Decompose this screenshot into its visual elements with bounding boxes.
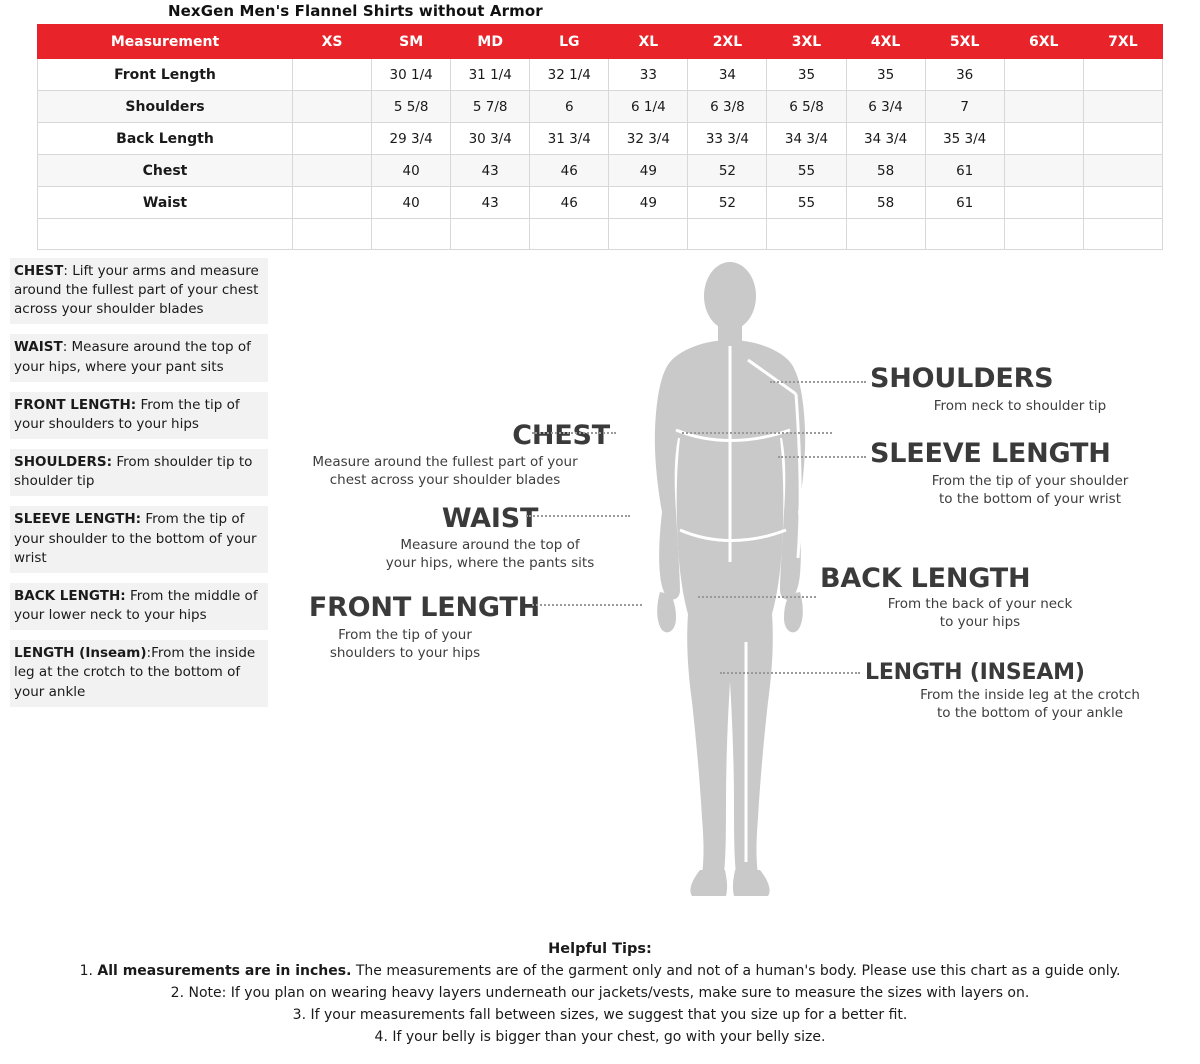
callout-back-length-title: BACK LENGTH	[820, 563, 1031, 594]
table-body	[38, 59, 1163, 250]
cell	[1083, 155, 1162, 187]
cell: 6	[530, 91, 609, 123]
column-header-5xl: 5XL	[925, 25, 1004, 59]
cell: 43	[451, 187, 530, 219]
cell	[1083, 187, 1162, 219]
cell	[293, 59, 372, 91]
callout-waist-desc-2: your hips, where the pants sits	[385, 554, 595, 571]
tip-text: If your measurements fall between sizes, we suggest that you size up for a better fit.	[310, 1006, 908, 1023]
tip-number: 2.	[170, 985, 189, 1002]
cell: 6 5/8	[767, 91, 846, 123]
leader-line-chest	[532, 432, 616, 434]
definition-separator: :	[62, 339, 72, 356]
column-header-sm: SM	[372, 25, 451, 59]
cell: 36	[925, 59, 1004, 91]
callout-length-inseam-desc-1: From the inside leg at the crotch	[920, 687, 1140, 703]
cell: 31 3/4	[530, 123, 609, 155]
definition-term: BACK LENGTH:	[14, 587, 126, 604]
definition-separator: :	[146, 645, 152, 662]
definition-back-length	[10, 583, 268, 630]
tip-text: Note: If you plan on wearing heavy layers underneath our jackets/vests, make sure to measure the sizes with layers on.	[188, 985, 1030, 1002]
callout-chest-title: CHEST	[512, 420, 610, 451]
cell: 6 3/8	[688, 91, 767, 123]
cell	[1004, 155, 1083, 187]
tip-number: 3.	[292, 1006, 311, 1023]
tip-item	[0, 983, 1200, 1005]
column-header-3xl: 3XL	[767, 25, 846, 59]
column-header-lg: LG	[530, 25, 609, 59]
cell: 32 1/4	[530, 59, 609, 91]
cell: 34	[688, 59, 767, 91]
row-label: Shoulders	[38, 91, 293, 123]
definition-term: FRONT LENGTH:	[14, 396, 137, 413]
cell: 55	[767, 155, 846, 187]
cell	[293, 155, 372, 187]
leader-line-front-length	[532, 604, 642, 606]
cell	[1004, 123, 1083, 155]
definition-term: LENGTH (Inseam)	[14, 645, 147, 662]
cell	[530, 219, 609, 250]
table-row	[38, 219, 1163, 250]
size-chart-table	[37, 24, 1163, 250]
cell: 46	[530, 155, 609, 187]
row-label: Chest	[38, 155, 293, 187]
table-row	[38, 123, 1163, 155]
leader-line-chest-2	[682, 432, 832, 434]
body-diagram	[270, 250, 1200, 940]
callout-sleeve-length	[870, 438, 1190, 509]
cell: 30 3/4	[451, 123, 530, 155]
definition-waist	[10, 334, 268, 381]
cell: 35	[846, 59, 925, 91]
cell	[925, 219, 1004, 250]
row-label: Back Length	[38, 123, 293, 155]
column-header-6xl: 6XL	[1004, 25, 1083, 59]
helpful-tips-heading: Helpful Tips:	[548, 941, 652, 957]
callout-chest	[280, 420, 610, 490]
cell	[372, 219, 451, 250]
definitions-list	[10, 258, 268, 717]
table-row	[38, 155, 1163, 187]
column-header-md: MD	[451, 25, 530, 59]
row-label: Front Length	[38, 59, 293, 91]
cell	[688, 219, 767, 250]
cell: 49	[609, 155, 688, 187]
cell: 61	[925, 187, 1004, 219]
cell: 40	[372, 187, 451, 219]
definition-text: From the tip of your shoulder to the bottom of your wrist	[14, 511, 257, 566]
cell: 55	[767, 187, 846, 219]
callout-back-length	[820, 563, 1140, 632]
callout-waist-desc-1: Measure around the top of	[400, 537, 580, 553]
table-row	[38, 91, 1163, 123]
callout-chest-desc-2: chest across your shoulder blades	[329, 471, 561, 488]
cell: 58	[846, 155, 925, 187]
cell	[767, 219, 846, 250]
definition-shoulders	[10, 449, 268, 496]
definition-term: WAIST	[14, 339, 63, 356]
column-header-xs: XS	[293, 25, 372, 59]
definition-text: From the inside leg at the crotch to the bottom of your ankle	[14, 645, 256, 700]
definition-text: Lift your arms and measure around the fullest part of your chest across your shoulder blades	[14, 263, 259, 318]
tip-number: 1.	[79, 963, 98, 980]
column-header-2xl: 2XL	[688, 25, 767, 59]
cell: 52	[688, 155, 767, 187]
page-title: NexGen Men's Flannel Shirts without Armor	[168, 2, 543, 20]
cell: 35	[767, 59, 846, 91]
table-header-row	[38, 25, 1163, 59]
callout-shoulders	[870, 363, 1170, 416]
definition-text: From the middle of your lower neck to your hips	[14, 587, 258, 624]
cell: 46	[530, 187, 609, 219]
cell	[1004, 187, 1083, 219]
callout-front-length-desc-1: From the tip of your	[338, 627, 472, 643]
tip-text: The measurements are of the garment only and not of a human's body. Please use this chart as a guide only.	[351, 963, 1121, 980]
leader-line-waist	[526, 515, 630, 517]
cell	[1004, 219, 1083, 250]
cell: 43	[451, 155, 530, 187]
definition-term: SHOULDERS:	[14, 454, 113, 471]
callout-front-length-desc-2: shoulders to your hips	[329, 644, 481, 661]
definition-text: From the tip of your shoulders to your hips	[14, 396, 240, 432]
column-header-4xl: 4XL	[846, 25, 925, 59]
table-row	[38, 59, 1163, 91]
callout-chest-desc-1: Measure around the fullest part of your	[312, 454, 578, 470]
cell	[1083, 91, 1162, 123]
tip-item	[0, 1005, 1200, 1027]
cell: 49	[609, 187, 688, 219]
cell: 32 3/4	[609, 123, 688, 155]
cell: 34 3/4	[767, 123, 846, 155]
callout-front-length	[270, 592, 540, 663]
cell: 5 5/8	[372, 91, 451, 123]
tip-item	[0, 961, 1200, 983]
cell: 35 3/4	[925, 123, 1004, 155]
helpful-tips	[0, 938, 1200, 1048]
tip-item	[0, 1027, 1200, 1049]
cell: 6 3/4	[846, 91, 925, 123]
cell	[1083, 123, 1162, 155]
row-label	[38, 219, 293, 250]
row-label: Waist	[38, 187, 293, 219]
cell: 6 1/4	[609, 91, 688, 123]
definition-term: CHEST	[14, 263, 64, 279]
tip-text: If your belly is bigger than your chest, go with your belly size.	[392, 1028, 826, 1045]
callout-length-inseam-desc-2: to the bottom of your ankle	[936, 704, 1124, 721]
callout-sleeve-length-desc-2: to the bottom of your wrist	[938, 490, 1122, 507]
leader-line-sleeve-length	[778, 456, 866, 458]
cell: 33	[609, 59, 688, 91]
definition-separator: :	[63, 263, 73, 279]
cell	[451, 219, 530, 250]
cell: 61	[925, 155, 1004, 187]
callout-sleeve-length-desc-1: From the tip of your shoulder	[931, 473, 1129, 489]
definition-text: Measure around the top of your hips, where your pant sits	[14, 339, 251, 375]
callout-shoulders-title: SHOULDERS	[870, 363, 1054, 394]
tip-number: 4.	[374, 1028, 393, 1045]
leader-line-back-length	[698, 596, 816, 598]
cell	[1004, 91, 1083, 123]
cell	[1004, 59, 1083, 91]
cell: 40	[372, 155, 451, 187]
leader-line-length-inseam	[720, 672, 860, 674]
callout-waist-title: WAIST	[441, 503, 539, 534]
cell	[293, 123, 372, 155]
cell: 31 1/4	[451, 59, 530, 91]
definition-term: SLEEVE LENGTH:	[14, 511, 142, 528]
definition-front-length	[10, 392, 268, 439]
table-row	[38, 187, 1163, 219]
callout-length-inseam	[865, 660, 1195, 723]
definition-chest	[10, 258, 268, 324]
cell	[293, 187, 372, 219]
cell	[1083, 59, 1162, 91]
column-header-7xl: 7XL	[1083, 25, 1162, 59]
cell	[293, 219, 372, 250]
cell: 30 1/4	[372, 59, 451, 91]
callout-back-length-desc-2: to your hips	[939, 613, 1021, 630]
measurement-guide-section	[0, 250, 1200, 940]
column-header-xl: XL	[609, 25, 688, 59]
definition-length-inseam	[10, 640, 268, 706]
definition-sleeve-length	[10, 506, 268, 572]
cell: 34 3/4	[846, 123, 925, 155]
cell	[293, 91, 372, 123]
cell	[609, 219, 688, 250]
leader-line-shoulders	[770, 381, 866, 383]
cell	[846, 219, 925, 250]
cell: 52	[688, 187, 767, 219]
callout-front-length-title: FRONT LENGTH	[308, 592, 540, 623]
table-header	[38, 25, 1163, 59]
column-header-measurement: Measurement	[38, 25, 293, 59]
callout-back-length-desc-1: From the back of your neck	[887, 596, 1073, 612]
callout-shoulders-desc: From neck to shoulder tip	[933, 398, 1107, 414]
cell: 58	[846, 187, 925, 219]
callout-sleeve-length-title: SLEEVE LENGTH	[870, 438, 1111, 469]
cell: 5 7/8	[451, 91, 530, 123]
cell: 33 3/4	[688, 123, 767, 155]
tip-bold: All measurements are in inches.	[97, 963, 352, 980]
cell: 29 3/4	[372, 123, 451, 155]
cell	[1083, 219, 1162, 250]
cell: 7	[925, 91, 1004, 123]
callout-length-inseam-title: LENGTH (INSEAM)	[865, 660, 1085, 685]
callout-waist	[370, 503, 610, 573]
definition-text: From shoulder tip to shoulder tip	[14, 454, 253, 490]
